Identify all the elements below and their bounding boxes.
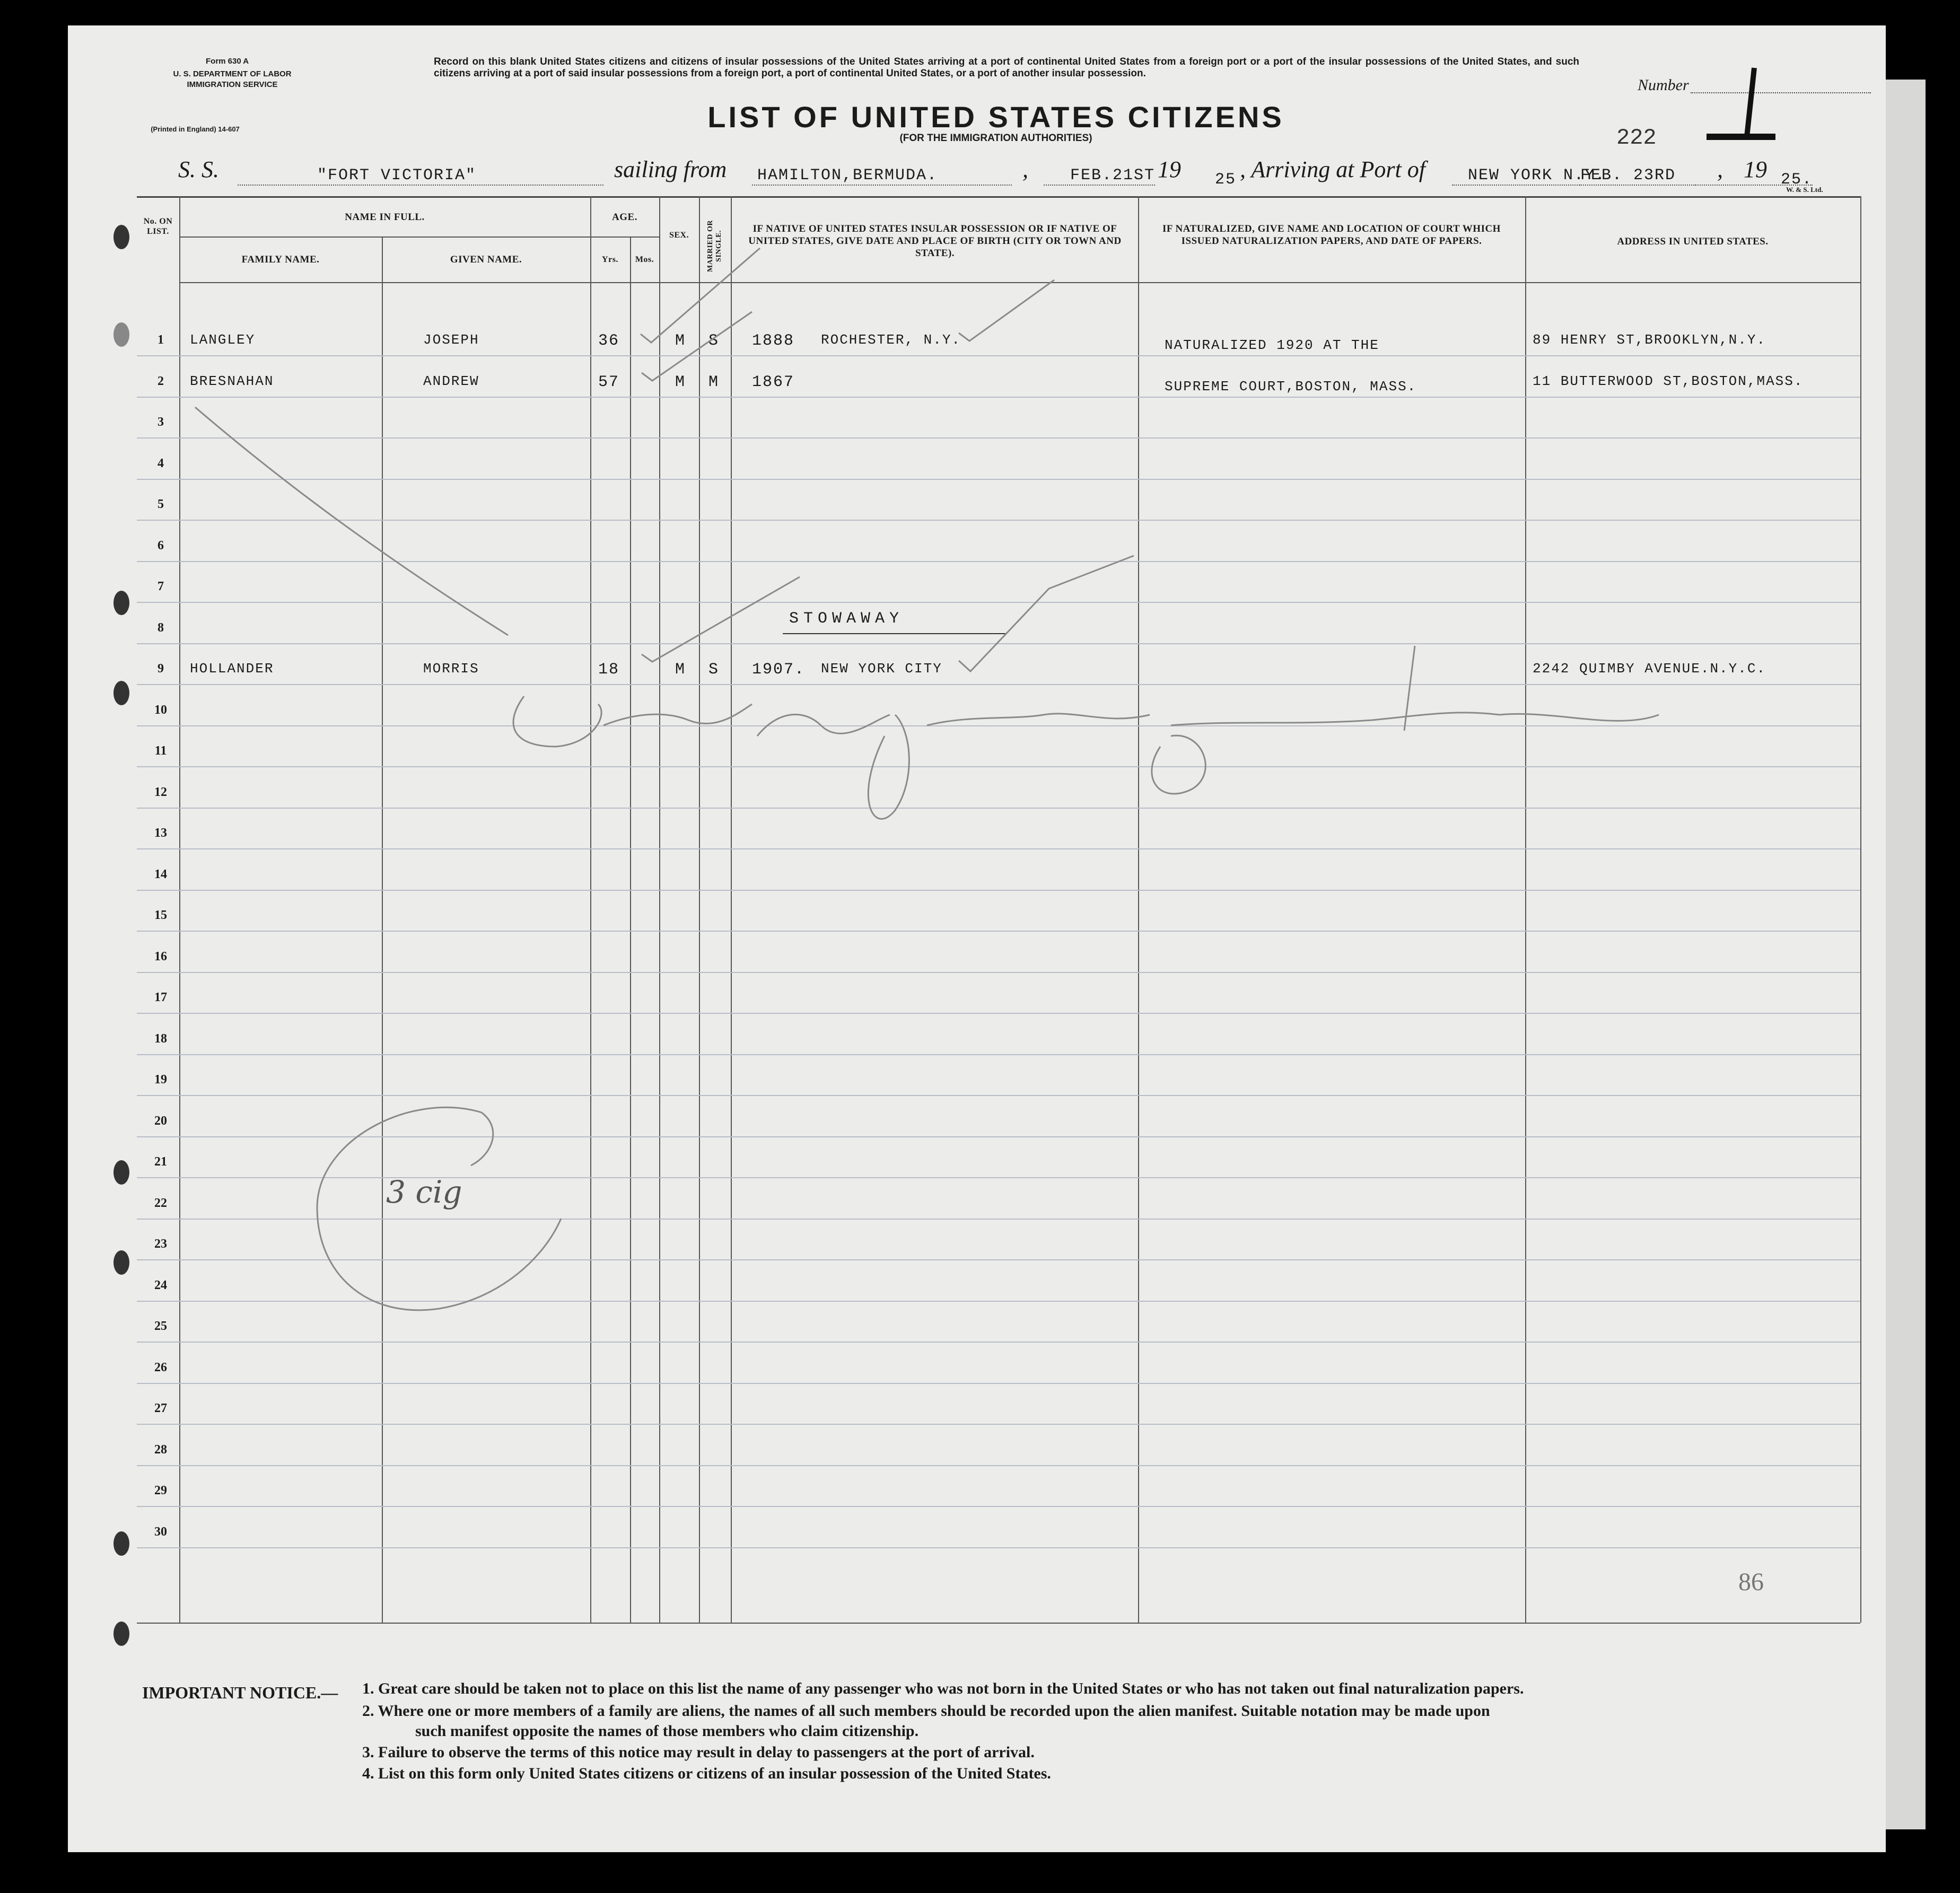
header-no-on-list: No. ON LIST. <box>143 217 173 236</box>
sex-cell: M <box>675 373 686 391</box>
arriving-label: , Arriving at Port of <box>1240 156 1425 182</box>
naturalized-cell-line2: SUPREME COURT,BOSTON, MASS. <box>1165 378 1417 395</box>
row-number: 17 <box>154 991 167 1004</box>
row-number: 30 <box>154 1524 167 1539</box>
age-cell: 36 <box>598 332 620 350</box>
instructions-paragraph: Record on this blank United States citizens and citizens of insular possessions of the United States arriving at a port of continental United States from a foreign port or a port of the insular possessions of the United States, and such citizens arriving at a port of said insular possessions from a foreign port, a port of continental United States, or a port of another insular possession. <box>434 56 1579 79</box>
row-number: 9 <box>158 662 164 676</box>
number-label: Number <box>1638 76 1689 94</box>
arrival-date: FEB. 23RD <box>1580 166 1676 185</box>
header-family-name: FAMILY NAME. <box>241 254 320 265</box>
arrival-century: 19 <box>1744 156 1767 182</box>
comma-2: , <box>1717 156 1723 182</box>
service-line: IMMIGRATION SERVICE <box>187 80 278 89</box>
age-cell: 18 <box>598 661 620 679</box>
address-cell: 11 BUTTERWOOD ST,BOSTON,MASS. <box>1533 373 1804 389</box>
row-number: 16 <box>154 949 167 963</box>
form-number: Form 630 A <box>206 57 249 66</box>
header-given-name: GIVEN NAME. <box>450 254 522 265</box>
header-mos: Mos. <box>635 255 654 264</box>
page-folio: 86 <box>1738 1568 1764 1596</box>
ss-label: S. S. <box>178 156 219 182</box>
naturalized-cell-line1: NATURALIZED 1920 AT THE <box>1165 337 1379 353</box>
row-number: 29 <box>154 1484 167 1497</box>
row-number: 23 <box>154 1237 167 1251</box>
row-number: 10 <box>154 703 167 717</box>
row-number: 4 <box>158 456 164 470</box>
birth-year-cell: 1907. <box>752 661 806 679</box>
row-number: 5 <box>158 497 164 511</box>
row-number: 6 <box>158 538 164 553</box>
ship-name: "FORT VICTORIA" <box>317 166 477 185</box>
row-number: 18 <box>154 1031 167 1046</box>
birth-place-cell: ROCHESTER, N.Y. <box>821 332 961 348</box>
row-number: 7 <box>158 580 164 593</box>
manifest-sheet <box>68 25 1886 1852</box>
header-address: ADDRESS IN UNITED STATES. <box>1617 236 1769 247</box>
departure-port: HAMILTON,BERMUDA. <box>757 166 938 185</box>
header-yrs: Yrs. <box>602 255 618 264</box>
punch-hole <box>113 225 129 249</box>
row-number: 26 <box>154 1360 167 1374</box>
departure-century: 19 <box>1158 156 1181 182</box>
header-birthplace: IF NATIVE OF UNITED STATES INSULAR POSSESSION OR IF NATIVE OF UNITED STATES, GIVE DATE AND PLACE OF BIRTH (CITY OR TOWN AND STATE). <box>748 223 1122 259</box>
married-cell: S <box>708 332 720 350</box>
departure-date: FEB.21ST <box>1070 166 1156 185</box>
row-number: 19 <box>154 1073 167 1086</box>
family-name-cell: HOLLANDER <box>190 661 274 677</box>
row-number: 15 <box>154 908 167 922</box>
sex-cell: M <box>675 661 686 679</box>
notice-item-4: 4. List on this form only United States citizens or citizens of an insular possession of the United States. <box>362 1765 1051 1782</box>
birth-year-cell: 1888 <box>752 332 795 350</box>
notice-item-2: 2. Where one or more members of a family are aliens, the names of all such members should be recorded upon the alien manifest. Suitable notation may be made upon <box>362 1702 1490 1720</box>
pencil-annotations <box>68 25 1886 1852</box>
department-line: U. S. DEPARTMENT OF LABOR <box>173 69 292 78</box>
page-number-stamp: 222 <box>1616 125 1657 151</box>
arrival-port: NEW YORK N.Y. <box>1468 166 1606 185</box>
row-number: 24 <box>154 1278 167 1292</box>
departure-year: 25 <box>1215 171 1237 189</box>
sex-cell: M <box>675 332 686 350</box>
stowaway-label: STOWAWAY <box>789 610 904 628</box>
printer-mark: W. & S. Ltd. <box>1786 186 1823 194</box>
family-name-cell: BRESNAHAN <box>190 373 274 389</box>
notice-item-3: 3. Failure to observe the terms of this notice may result in delay to passengers at the port of arrival. <box>362 1743 1035 1761</box>
notice-item-2-cont: such manifest opposite the names of those members who claim citizenship. <box>415 1722 919 1740</box>
row-number: 1 <box>158 333 164 347</box>
given-name-cell: ANDREW <box>423 373 479 389</box>
header-sex: SEX. <box>669 231 689 240</box>
row-number: 8 <box>158 620 164 635</box>
header-naturalized: IF NATURALIZED, GIVE NAME AND LOCATION OF COURT WHICH ISSUED NATURALIZATION PAPERS, AND DATE OF PAPERS. <box>1162 223 1501 247</box>
row-number: 27 <box>154 1401 167 1415</box>
page-subtitle: (FOR THE IMMIGRATION AUTHORITIES) <box>899 133 1092 144</box>
print-note: (Printed in England) 14-607 <box>151 125 240 133</box>
married-cell: M <box>708 373 720 391</box>
header-name-in-full: NAME IN FULL. <box>345 212 425 223</box>
notice-item-1: 1. Great care should be taken not to place on this list the name of any passenger who was not born in the United States or who has not taken out final naturalization papers. <box>362 1680 1524 1697</box>
pencil-note-text: 3 cig <box>386 1174 462 1210</box>
row-number: 14 <box>154 867 167 881</box>
family-name-cell: LANGLEY <box>190 332 256 348</box>
address-cell: 89 HENRY ST,BROOKLYN,N.Y. <box>1533 332 1766 348</box>
header-married-single: MARRIED OR SINGLE. <box>706 220 723 272</box>
notice-heading: IMPORTANT NOTICE.— <box>142 1683 338 1702</box>
punch-hole <box>113 1622 129 1646</box>
punch-hole <box>113 1531 129 1556</box>
birth-year-cell: 1867 <box>752 373 795 391</box>
given-name-cell: MORRIS <box>423 661 479 677</box>
sailing-from-label: sailing from <box>614 156 727 182</box>
address-cell: 2242 QUIMBY AVENUE.N.Y.C. <box>1533 661 1766 677</box>
punch-hole <box>113 681 129 705</box>
age-cell: 57 <box>598 373 620 391</box>
row-number: 25 <box>154 1319 167 1333</box>
header-age: AGE. <box>612 212 637 223</box>
row-number: 11 <box>154 744 167 758</box>
underlying-page-edge <box>1882 80 1926 1829</box>
row-number: 2 <box>158 374 164 388</box>
punch-hole <box>113 591 129 615</box>
arrival-year: 25. <box>1781 171 1813 189</box>
punch-hole <box>113 322 129 347</box>
row-number: 28 <box>154 1442 167 1457</box>
comma-1: , <box>1022 156 1028 182</box>
row-number: 12 <box>154 785 167 799</box>
married-cell: S <box>708 661 720 679</box>
row-number: 21 <box>154 1155 167 1169</box>
birth-place-cell: NEW YORK CITY <box>821 661 942 677</box>
punch-hole <box>113 1250 129 1275</box>
page-title: LIST OF UNITED STATES CITIZENS <box>707 100 1284 134</box>
row-number: 13 <box>154 826 167 840</box>
row-number: 3 <box>158 415 164 429</box>
given-name-cell: JOSEPH <box>423 332 479 348</box>
punch-hole <box>113 1160 129 1185</box>
row-number: 20 <box>154 1114 167 1128</box>
row-number: 22 <box>154 1196 167 1210</box>
